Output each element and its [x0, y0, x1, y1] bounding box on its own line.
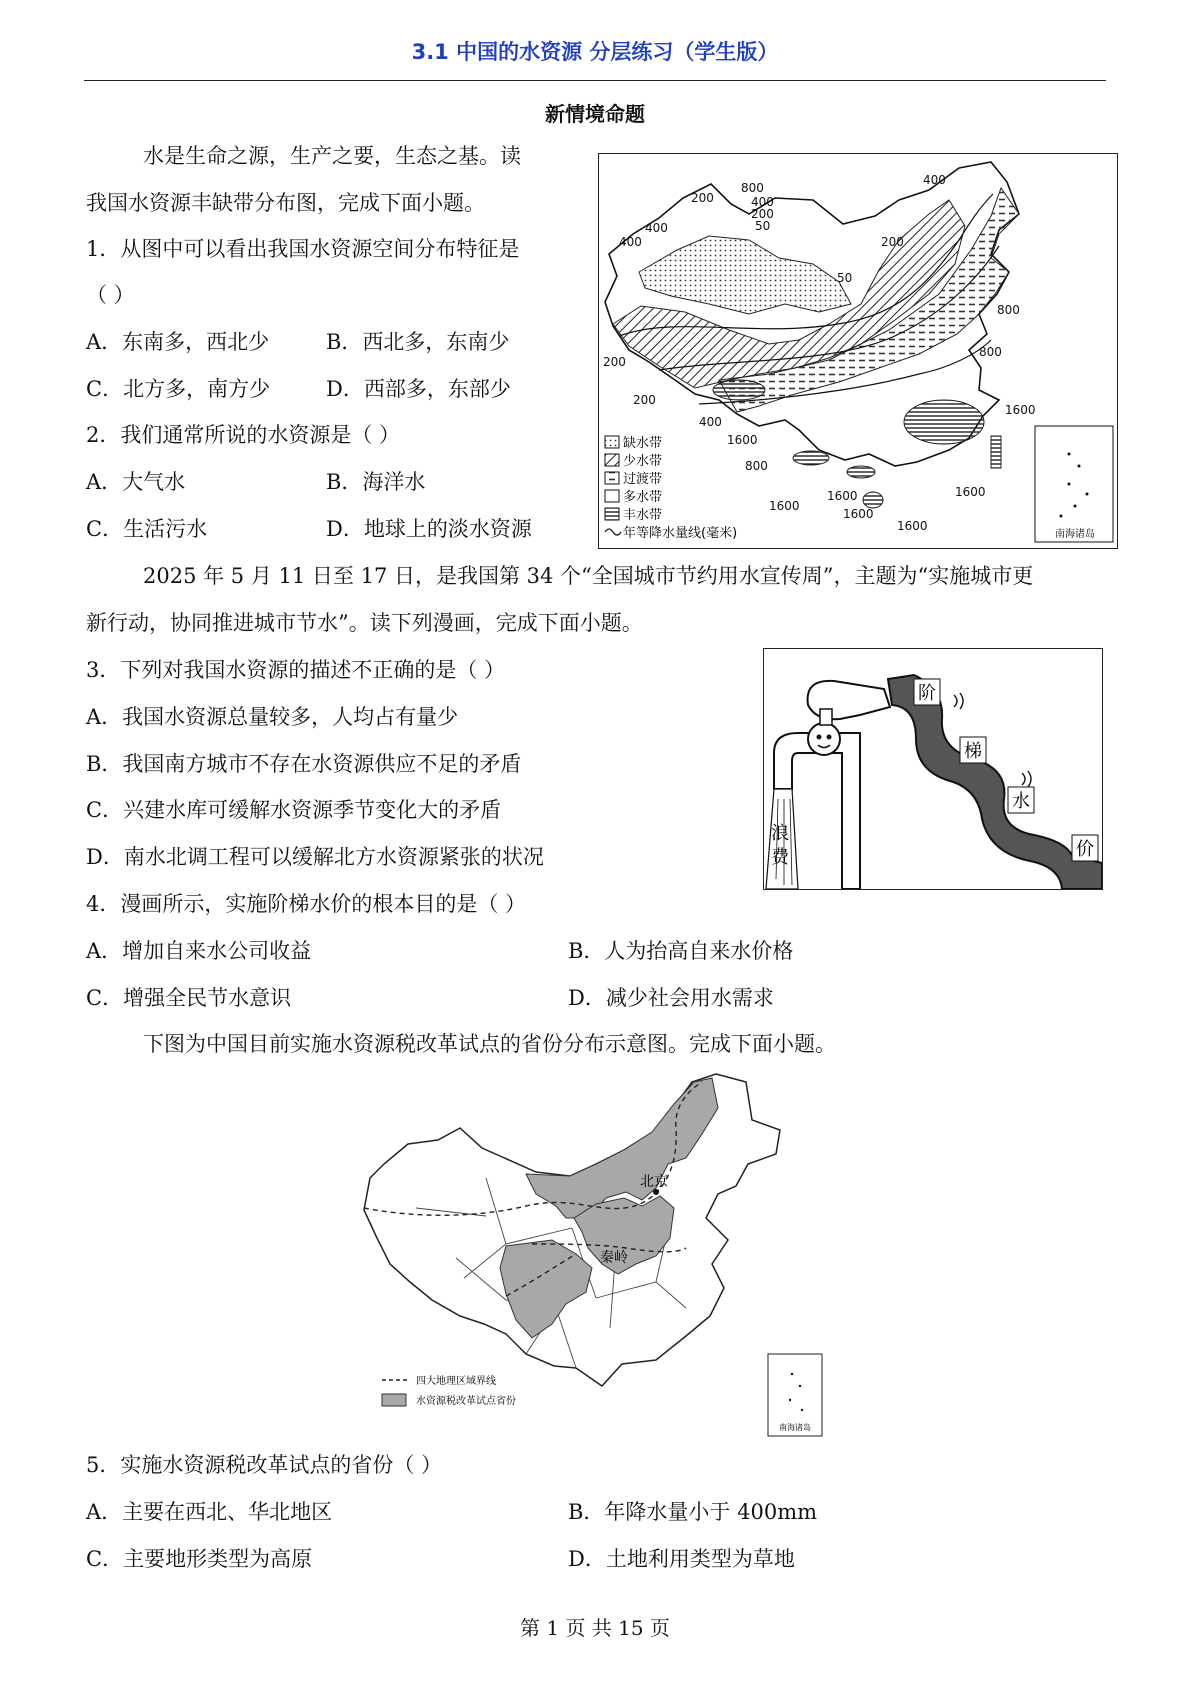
contour-label: 1600	[827, 489, 858, 503]
q5-option-b[interactable]: B．年降水量小于 400mm	[568, 1500, 818, 1524]
legend-isohyet-label: 年等降水量线(毫米)	[623, 526, 738, 541]
contour-label: 200	[633, 393, 656, 407]
contour-label: 800	[745, 459, 768, 473]
legend-low-label: 少水带	[623, 454, 663, 469]
q1-option-b[interactable]: B．西北多，东南少	[326, 330, 510, 354]
pipe-label-jie: 阶	[918, 683, 936, 704]
header-divider	[84, 80, 1106, 81]
water-price-cartoon	[763, 648, 1103, 890]
page-footer: 第 1 页 共 15 页	[520, 1616, 670, 1640]
q4-option-c[interactable]: C．增强全民节水意识	[86, 986, 292, 1010]
legend-pilot-label: 水资源税改革试点省份	[416, 1396, 516, 1407]
q4-option-a[interactable]: A．增加自来水公司收益	[86, 939, 312, 963]
intro2-line2: 新行动，协同推进城市节水”。读下列漫画，完成下面小题。	[86, 611, 643, 635]
intro2-line1: 2025 年 5 月 11 日至 17 日，是我国第 34 个“全国城市节约用水宣传周”，主题为“实施城市更	[143, 564, 1034, 588]
q2-option-a[interactable]: A．大气水	[86, 470, 186, 494]
zone-rich-1	[904, 400, 984, 444]
waste-label-fei: 费	[771, 847, 789, 868]
contour-label: 400	[751, 195, 774, 209]
inset-label-2: 南海诸岛	[779, 1423, 811, 1432]
zone-rich-5	[863, 492, 883, 508]
q1-option-d[interactable]: D．西部多，东部少	[326, 377, 511, 401]
legend-dry-label: 缺水带	[623, 436, 663, 451]
q1-option-c[interactable]: C．北方多，南方少	[86, 377, 271, 401]
zone-rich-4	[847, 466, 875, 478]
water-zone-map	[598, 153, 1118, 549]
pilot-province-map-svg	[356, 1068, 836, 1440]
price-pipe	[888, 675, 1102, 889]
q5-option-c[interactable]: C．主要地形类型为高原	[86, 1547, 313, 1571]
legend-boundary-label: 四大地理区域界线	[416, 1376, 496, 1387]
q2-option-b[interactable]: B．海洋水	[326, 470, 426, 494]
qinling-label: 秦岭	[600, 1250, 628, 1266]
contour-label: 400	[699, 415, 722, 429]
contour-label: 800	[997, 303, 1020, 317]
intro1-line1: 水是生命之源，生产之要，生态之基。读	[143, 144, 521, 168]
contour-label: 200	[881, 235, 904, 249]
contour-label: 400	[645, 221, 668, 235]
q1-stem: 1．从图中可以看出我国水资源空间分布特征是	[86, 237, 520, 261]
legend-more-label: 多水带	[623, 490, 663, 505]
contour-label: 200	[691, 191, 714, 205]
faucet-face	[808, 723, 840, 755]
section-title: 新情境命题	[545, 102, 645, 126]
q4-option-b[interactable]: B．人为抬高自来水价格	[568, 939, 794, 963]
contour-label: 1600	[843, 507, 874, 521]
pipe-label-ti: 梯	[964, 741, 982, 762]
q3-option-a[interactable]: A．我国水资源总量较多，人均占有量少	[86, 705, 459, 729]
contour-label: 50	[755, 219, 771, 233]
q3-option-c[interactable]: C．兴建水库可缓解水资源季节变化大的矛盾	[86, 798, 502, 822]
pipe-label-shui: 水	[1012, 791, 1030, 812]
q4-stem: 4．漫画所示，实施阶梯水价的根本目的是（ ）	[86, 892, 527, 916]
q1-option-a[interactable]: A．东南多，西北少	[86, 330, 270, 354]
contour-label: 200	[751, 207, 774, 221]
pipe-label-jia: 价	[1076, 839, 1094, 860]
q3-option-b[interactable]: B．我国南方城市不存在水资源供应不足的矛盾	[86, 752, 522, 776]
legend-rich-label: 丰水带	[623, 508, 663, 523]
q2-option-c[interactable]: C．生活污水	[86, 517, 208, 541]
contour-label: 1600	[897, 519, 928, 533]
south-china-sea-inset	[1035, 426, 1113, 542]
q2-option-d[interactable]: D．地球上的淡水资源	[326, 517, 532, 541]
pilot-province-map	[356, 1068, 836, 1440]
contour-label: 1600	[955, 485, 986, 499]
zone-rich-6	[991, 436, 1001, 468]
beijing-label: 北京	[640, 1174, 668, 1190]
q2-stem: 2．我们通常所说的水资源是（ ）	[86, 423, 401, 447]
contour-label: 1600	[1005, 403, 1036, 417]
intro1-line2: 我国水资源丰缺带分布图，完成下面小题。	[86, 191, 485, 215]
contour-label: 1600	[769, 499, 800, 513]
contour-label: 400	[619, 235, 642, 249]
page-header-title: 3.1 中国的水资源 分层练习（学生版）	[411, 40, 779, 64]
inset-label: 南海诸岛	[1055, 529, 1095, 540]
q1-paren: （ ）	[86, 283, 135, 307]
intro3-line1: 下图为中国目前实施水资源税改革试点的省份分布示意图。完成下面小题。	[143, 1032, 836, 1056]
q5-option-d[interactable]: D．土地利用类型为草地	[568, 1547, 795, 1571]
waste-label-lang: 浪	[771, 823, 789, 844]
contour-label: 800	[741, 181, 764, 195]
q4-option-d[interactable]: D．减少社会用水需求	[568, 986, 774, 1010]
china-outline-2	[364, 1074, 780, 1386]
contour-label: 50	[837, 271, 853, 285]
cartoon-svg	[764, 649, 1102, 889]
water-zone-map-svg	[599, 154, 1117, 548]
zone-rich-2	[713, 380, 765, 400]
contour-label: 1600	[727, 433, 758, 447]
zone-rich-3	[793, 451, 829, 465]
q3-option-d[interactable]: D．南水北调工程可以缓解北方水资源紧张的状况	[86, 845, 544, 869]
q5-stem: 5．实施水资源税改革试点的省份（ ）	[86, 1453, 443, 1477]
map1-legend	[605, 435, 737, 541]
q5-option-a[interactable]: A．主要在西北、华北地区	[86, 1500, 333, 1524]
contour-label: 200	[603, 355, 626, 369]
legend-transition-label: 过渡带	[623, 472, 663, 487]
contour-label: 400	[923, 173, 946, 187]
contour-label: 800	[979, 345, 1002, 359]
south-china-sea-inset-2	[768, 1354, 822, 1436]
q3-stem: 3．下列对我国水资源的描述不正确的是（ ）	[86, 658, 506, 682]
